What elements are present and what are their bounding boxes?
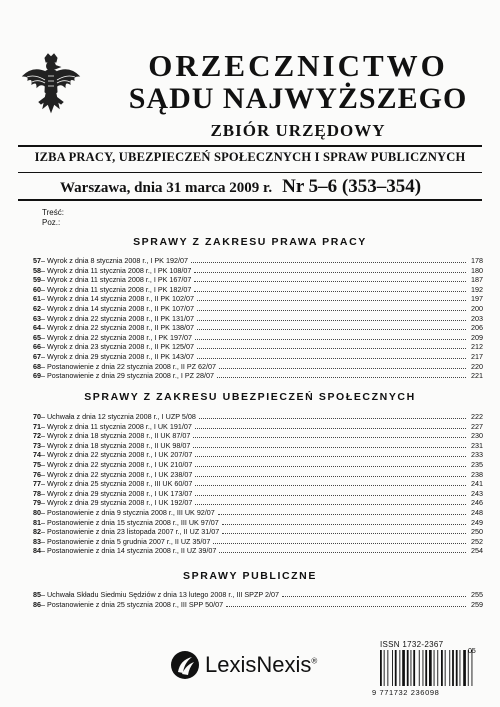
leader-dots bbox=[195, 498, 466, 505]
section-heading: SPRAWY Z ZAKRESU UBEZPIECZEŃ SPOŁECZNYCH bbox=[84, 391, 416, 403]
entry-page: 249 bbox=[471, 517, 483, 527]
entry-page: 254 bbox=[471, 546, 483, 556]
leader-dots bbox=[217, 371, 466, 378]
entry-page: 248 bbox=[471, 507, 483, 517]
entry-page: 230 bbox=[471, 431, 483, 441]
content-label: Treść: bbox=[42, 208, 64, 217]
leader-dots bbox=[199, 412, 466, 419]
entry-number: 82 bbox=[33, 527, 41, 537]
entry-page: 246 bbox=[471, 498, 483, 508]
barcode-bar bbox=[407, 650, 409, 686]
leader-dots bbox=[226, 600, 466, 607]
entry-number: 59 bbox=[33, 275, 41, 285]
entry-page: 241 bbox=[471, 479, 483, 489]
toc-entry bbox=[27, 266, 483, 276]
entry-title: – Wyrok z dnia 14 stycznia 2008 r., II PK 102/07 bbox=[41, 294, 194, 304]
barcode-number: 9 771732 236098 bbox=[372, 688, 440, 697]
toc-entry bbox=[27, 450, 483, 460]
entry-page: 220 bbox=[471, 361, 483, 371]
issn: ISSN 1732-2367 bbox=[380, 640, 444, 649]
toc-entry bbox=[27, 489, 483, 499]
entry-title: – Postanowienie z dnia 14 stycznia 2008 r., II UZ 39/07 bbox=[41, 546, 217, 556]
toc-entry bbox=[27, 600, 483, 610]
entry-page: 200 bbox=[471, 303, 483, 313]
entry-title: – Wyrok z dnia 22 stycznia 2008 r., I UK 238/07 bbox=[41, 469, 193, 479]
entry-page: 203 bbox=[471, 313, 483, 323]
barcode-bar bbox=[384, 650, 385, 686]
entry-title: – Postanowienie z dnia 5 grudnia 2007 r., II UZ 35/07 bbox=[41, 536, 211, 546]
entry-page: 227 bbox=[471, 421, 483, 431]
barcode-bar bbox=[452, 650, 454, 686]
entry-number: 69 bbox=[33, 371, 41, 381]
barcode-bar bbox=[392, 650, 393, 686]
leader-dots bbox=[218, 508, 466, 515]
entry-title: – Wyrok z dnia 8 stycznia 2008 r., I PK 192/07 bbox=[41, 256, 188, 265]
toc-entry bbox=[27, 518, 483, 528]
entry-title: – Wyrok z dnia 25 stycznia 2008 r., III UK 60/07 bbox=[41, 479, 193, 489]
barcode-bar bbox=[380, 650, 382, 686]
toc-entry bbox=[27, 342, 483, 352]
entry-title: – Postanowienie z dnia 15 stycznia 2008 r., III UK 97/07 bbox=[41, 517, 219, 527]
issue-line bbox=[60, 176, 480, 198]
barcode-bar bbox=[441, 650, 443, 686]
entry-title: – Wyrok z dnia 18 stycznia 2008 r., II UK 87/07 bbox=[41, 431, 191, 441]
entry-page: 259 bbox=[471, 599, 483, 609]
entry-number: 64 bbox=[33, 323, 41, 333]
entry-title: – Wyrok z dnia 18 stycznia 2008 r., II UK 98/07 bbox=[41, 440, 191, 450]
toc-entry bbox=[27, 362, 483, 372]
entry-title: – Postanowienie z dnia 25 stycznia 2008 r., III SPP 50/07 bbox=[41, 599, 224, 609]
leader-dots bbox=[222, 518, 466, 525]
barcode-bar bbox=[395, 650, 397, 686]
barcode-bar bbox=[429, 650, 432, 686]
divider bbox=[18, 145, 482, 147]
entry-number: 57 bbox=[33, 256, 41, 265]
leader-dots bbox=[197, 294, 466, 301]
leader-dots bbox=[197, 323, 466, 330]
leader-dots bbox=[194, 275, 466, 282]
entry-title: – Wyrok z dnia 11 stycznia 2008 r., I PK 108/07 bbox=[41, 265, 192, 275]
toc-list bbox=[27, 412, 483, 556]
entry-title: – Postanowienie z dnia 29 stycznia 2008 r., I PZ 28/07 bbox=[41, 371, 215, 381]
leader-dots bbox=[219, 546, 466, 553]
position-label: Poz.: bbox=[42, 218, 61, 227]
barcode-bar bbox=[413, 650, 415, 686]
barcode-bar bbox=[463, 650, 466, 686]
barcode-bar bbox=[468, 650, 469, 686]
leader-dots bbox=[197, 352, 466, 359]
leader-dots bbox=[193, 441, 466, 448]
leader-dots bbox=[197, 314, 466, 321]
entry-number: 73 bbox=[33, 440, 41, 450]
entry-page: 231 bbox=[471, 440, 483, 450]
entry-page: 235 bbox=[471, 459, 483, 469]
leader-dots bbox=[191, 256, 466, 263]
barcode-bar bbox=[449, 650, 450, 686]
entry-number: 85 bbox=[33, 590, 41, 599]
entry-number: 60 bbox=[33, 284, 41, 294]
entry-number: 63 bbox=[33, 313, 41, 323]
entry-number: 71 bbox=[33, 421, 41, 431]
leader-dots bbox=[197, 342, 466, 349]
entry-title: – Wyrok z dnia 29 stycznia 2008 r., I UK 192/07 bbox=[41, 498, 193, 508]
toc-entry bbox=[27, 333, 483, 343]
entry-number: 72 bbox=[33, 431, 41, 441]
entry-title: – Wyrok z dnia 11 stycznia 2008 r., I PK 182/07 bbox=[41, 284, 192, 294]
entry-number: 61 bbox=[33, 294, 41, 304]
barcode bbox=[376, 650, 486, 688]
entry-page: 209 bbox=[471, 332, 483, 342]
entry-page: 197 bbox=[471, 294, 483, 304]
entry-page: 192 bbox=[471, 284, 483, 294]
toc-entry bbox=[27, 314, 483, 324]
entry-number: 65 bbox=[33, 332, 41, 342]
toc-entry bbox=[27, 371, 483, 381]
toc-list bbox=[27, 256, 483, 381]
toc-entry bbox=[27, 431, 483, 441]
place-date: Warszawa, dnia 31 marca 2009 r. bbox=[60, 180, 273, 196]
toc-entry bbox=[27, 498, 483, 508]
entry-page: 243 bbox=[471, 488, 483, 498]
section-heading: SPRAWY Z ZAKRESU PRAWA PRACY bbox=[133, 236, 367, 248]
toc-entry bbox=[27, 479, 483, 489]
entry-number: 68 bbox=[33, 361, 41, 371]
entry-page: 233 bbox=[471, 450, 483, 460]
leader-dots bbox=[195, 450, 466, 457]
section-heading: SPRAWY PUBLICZNE bbox=[183, 570, 317, 582]
toc-entry bbox=[27, 508, 483, 518]
polish-eagle-icon bbox=[19, 52, 83, 124]
entry-title: – Wyrok z dnia 22 stycznia 2008 r., I PK 197/07 bbox=[41, 332, 192, 342]
entry-title: – Wyrok z dnia 23 stycznia 2008 r., II PK 125/07 bbox=[41, 342, 194, 352]
entry-number: 70 bbox=[33, 412, 41, 421]
chamber-name: IZBA PRACY, UBEZPIECZEŃ SPOŁECZNYCH I SPRAW PUBLICZNYCH bbox=[34, 150, 466, 164]
entry-page: 206 bbox=[471, 323, 483, 333]
entry-title: – Wyrok z dnia 22 stycznia 2008 r., I UK 210/07 bbox=[41, 459, 193, 469]
entry-number: 80 bbox=[33, 507, 41, 517]
entry-page: 221 bbox=[471, 371, 483, 381]
entry-page: 212 bbox=[471, 342, 483, 352]
entry-title: – Uchwała Składu Siedmiu Sędziów z dnia 13 lutego 2008 r., III SPZP 2/07 bbox=[41, 590, 279, 599]
entry-number: 81 bbox=[33, 517, 41, 527]
registered-mark: ® bbox=[311, 656, 318, 666]
entry-number: 79 bbox=[33, 498, 41, 508]
entry-number: 83 bbox=[33, 536, 41, 546]
toc-entry bbox=[27, 256, 483, 266]
entry-number: 76 bbox=[33, 469, 41, 479]
leader-dots bbox=[213, 537, 466, 544]
issue-number: Nr 5–6 (353–354) bbox=[282, 176, 422, 197]
entry-page: 217 bbox=[471, 351, 483, 361]
entry-title: – Wyrok z dnia 22 stycznia 2008 r., II PK 138/07 bbox=[41, 323, 194, 333]
leader-dots bbox=[197, 304, 466, 311]
leader-dots bbox=[195, 470, 466, 477]
entry-page: 180 bbox=[471, 265, 483, 275]
barcode-bar bbox=[456, 650, 458, 686]
toc-entry bbox=[27, 352, 483, 362]
entry-title: – Wyrok z dnia 11 stycznia 2008 r., I PK 167/07 bbox=[41, 275, 192, 285]
publisher-name bbox=[205, 652, 317, 678]
entry-title: – Wyrok z dnia 29 stycznia 2008 r., II PK 143/07 bbox=[41, 351, 194, 361]
barcode-bar bbox=[445, 650, 446, 686]
entry-title: – Wyrok z dnia 22 stycznia 2008 r., I UK 207/07 bbox=[41, 450, 193, 460]
toc-labels bbox=[42, 208, 64, 228]
barcode-bar bbox=[437, 650, 438, 686]
toc-entry bbox=[27, 275, 483, 285]
toc-entry bbox=[27, 590, 483, 600]
toc-entry bbox=[27, 412, 483, 422]
entry-page: 238 bbox=[471, 469, 483, 479]
toc-entry bbox=[27, 294, 483, 304]
barcode-bar bbox=[425, 650, 427, 686]
entry-page: 252 bbox=[471, 536, 483, 546]
entry-page: 187 bbox=[471, 275, 483, 285]
barcode-addon: 05 bbox=[468, 648, 476, 655]
leader-dots bbox=[195, 333, 466, 340]
entry-number: 58 bbox=[33, 265, 41, 275]
lexisnexis-logo-icon bbox=[170, 650, 200, 680]
entry-title: – Postanowienie z dnia 9 stycznia 2008 r., III UK 92/07 bbox=[41, 507, 215, 517]
leader-dots bbox=[194, 285, 466, 292]
entry-title: – Wyrok z dnia 14 stycznia 2008 r., II PK 107/07 bbox=[41, 303, 194, 313]
barcode-bar bbox=[402, 650, 405, 686]
leader-dots bbox=[282, 590, 466, 597]
entry-title: – Uchwała z dnia 12 stycznia 2008 r., I UZP 5/08 bbox=[41, 412, 196, 421]
entry-number: 78 bbox=[33, 488, 41, 498]
entry-number: 84 bbox=[33, 546, 41, 556]
journal-subtitle: ZBIÓR URZĘDOWY bbox=[210, 121, 386, 140]
toc-entry bbox=[27, 470, 483, 480]
entry-number: 75 bbox=[33, 459, 41, 469]
toc-list bbox=[27, 590, 483, 609]
leader-dots bbox=[195, 479, 466, 486]
barcode-bar bbox=[411, 650, 412, 686]
barcode-bar bbox=[423, 650, 424, 686]
toc-entry bbox=[27, 323, 483, 333]
leader-dots bbox=[219, 362, 466, 369]
entry-number: 62 bbox=[33, 303, 41, 313]
barcode-bar bbox=[387, 650, 388, 686]
entry-number: 86 bbox=[33, 599, 41, 609]
leader-dots bbox=[195, 460, 466, 467]
leader-dots bbox=[222, 527, 466, 534]
leader-dots bbox=[195, 422, 466, 429]
entry-title: – Postanowienie z dnia 22 stycznia 2008 r., II PZ 62/07 bbox=[41, 361, 217, 371]
toc-entry bbox=[27, 441, 483, 451]
divider bbox=[18, 199, 482, 201]
barcode-bar bbox=[419, 650, 420, 686]
entry-page: 250 bbox=[471, 527, 483, 537]
entry-number: 74 bbox=[33, 450, 41, 460]
toc-entry bbox=[27, 422, 483, 432]
entry-page: 222 bbox=[471, 412, 483, 421]
divider bbox=[18, 172, 482, 173]
toc-entry bbox=[27, 527, 483, 537]
entry-title: – Wyrok z dnia 29 stycznia 2008 r., I UK 173/07 bbox=[41, 488, 193, 498]
entry-page: 178 bbox=[471, 256, 483, 265]
toc-entry bbox=[27, 546, 483, 556]
entry-title: – Wyrok z dnia 22 stycznia 2008 r., II PK 131/07 bbox=[41, 313, 194, 323]
toc-entry bbox=[27, 537, 483, 547]
entry-title: – Postanowienie z dnia 23 listopada 2007 r., II UZ 31/07 bbox=[41, 527, 220, 537]
entry-number: 77 bbox=[33, 479, 41, 489]
journal-title-line1: ORZECZNICTWO bbox=[148, 48, 448, 83]
toc-entry bbox=[27, 304, 483, 314]
barcode-bar bbox=[399, 650, 400, 686]
leader-dots bbox=[194, 266, 466, 273]
toc-entry bbox=[27, 285, 483, 295]
entry-title: – Wyrok z dnia 11 stycznia 2008 r., I UK 191/07 bbox=[41, 421, 192, 431]
entry-number: 67 bbox=[33, 351, 41, 361]
publisher-name-text: LexisNexis bbox=[205, 652, 312, 677]
leader-dots bbox=[193, 431, 466, 438]
entry-page: 255 bbox=[471, 590, 483, 599]
journal-title-line2: SĄDU NAJWYŻSZEGO bbox=[128, 82, 468, 115]
barcode-bar bbox=[472, 650, 473, 686]
entry-number: 66 bbox=[33, 342, 41, 352]
barcode-bar bbox=[434, 650, 435, 686]
barcode-bar bbox=[460, 650, 461, 686]
leader-dots bbox=[195, 489, 466, 496]
toc-entry bbox=[27, 460, 483, 470]
